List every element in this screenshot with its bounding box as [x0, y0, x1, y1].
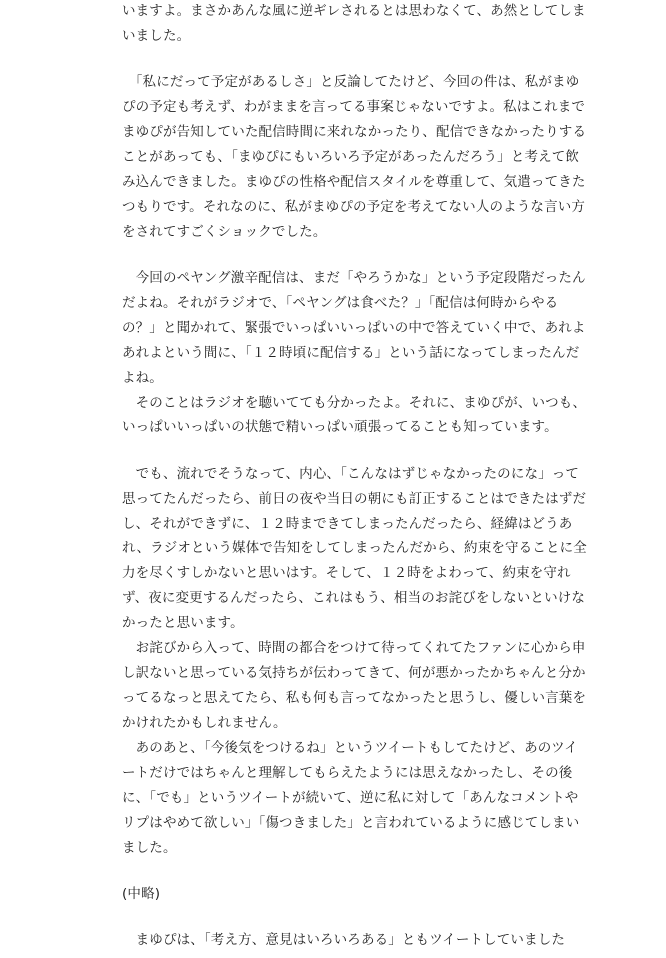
text-line: かけれたかもしれません。 — [122, 715, 287, 732]
text-line: 思ってたんだったら、前日の夜や当日の朝にも訂正することはできたはずだ — [122, 490, 587, 507]
text-line: れ、ラジオという媒体で告知をしてしまったんだから、約束を守ることに全 — [122, 540, 587, 557]
text-line: ぴの予定も考えず、わがままを言ってる事案じゃないですよ。私はこれまで — [122, 99, 586, 116]
text-line: だよね。それがラジオで、「ペヤングは食べた？」「配信は何時からやる — [122, 294, 559, 311]
text-line: に、「でも」というツイートが続いて、逆に私に対して「あんなコメントや — [122, 789, 579, 806]
text-line: よね。 — [122, 369, 163, 386]
text-line: かったと思います。 — [122, 615, 244, 632]
text-line: 力を尽くすしかないと思いはす。そして、１２時をよわって、約束を守れ — [122, 565, 571, 582]
text-line: あのあと、「今後気をつけるね」というツイートもしてたけど、あのツイ — [122, 739, 578, 756]
text-line: でも、流れでそうなって、内心、「こんなはずじゃなかったのにな」って — [122, 465, 580, 482]
text-line: の？」と聞かれて、緊張でいっぱいいっぱいの中で答えていく中で、あれよ — [122, 319, 586, 336]
text-line: リプはやめて欲しい」「傷つきました」と言われているように感じてしまい — [122, 814, 580, 831]
text-line: ず、夜に変更するんだったら、これはもう、相当のお詫びをしないといけな — [122, 590, 586, 607]
text-line: まゆぴは、「考え方、意見はいろいろある」ともツイートしていました — [122, 932, 566, 948]
text-line: いました。 — [122, 27, 191, 44]
text-line: ました。 — [122, 839, 177, 856]
text-line: し訳ないと思っている気持ちが伝わってきて、何が悪かったかちゃんと分か — [122, 665, 586, 682]
text-line: み込んできました。まゆぴの性格や配信スタイルを尊重して、気遣ってきた — [122, 173, 586, 190]
text-line: 今回のペヤング激辛配信は、まだ「やろうかな」という予定段階だったん — [122, 269, 586, 286]
text-line: まゆぴが告知していた配信時間に来れなかったり、配信できなかったりする — [122, 123, 587, 140]
text-line: いっぱいいっぱいの状態で精いっぱい頑張ってることも知っています。 — [122, 419, 558, 436]
text-line: つもりです。それなのに、私がまゆぴの予定を考えてない人のような言い方 — [122, 198, 586, 215]
text-line: ってるなっと思えてたら、私も何も言ってなかったと思うし、優しい言葉を — [122, 690, 587, 707]
text-line: し、それができずに、１２時まできてしまったんだったら、経緯はどうあ — [122, 515, 573, 532]
text-line: をされてすごくショックでした。 — [122, 223, 327, 240]
text-line: ことがあっても、「まゆぴにもいろいろ予定があったんだろう」と考えて飲 — [122, 148, 580, 165]
text-line: そのことはラジオを聴いてても分かったよ。それに、まゆぴが、いつも、 — [122, 394, 587, 411]
text-line: 「私にだって予定があるしさ」と反論してたけど、今回の件は、私がまゆ — [122, 74, 580, 91]
text-line: (中略) — [122, 885, 161, 902]
text-line: ートだけではちゃんと理解してもらえたようには思えなかったし、その後 — [122, 764, 573, 781]
text-line: お詫びから入って、時間の都合をつけて待ってくれてたファンに心から申 — [122, 640, 586, 657]
text-line: あれよという間に、「１２時頃に配信する」という話になってしまったんだ — [122, 344, 580, 361]
text-line: いますよ。まさかあんな風に逆ギレされるとは思わなくて、あ然としてしま — [122, 3, 586, 19]
